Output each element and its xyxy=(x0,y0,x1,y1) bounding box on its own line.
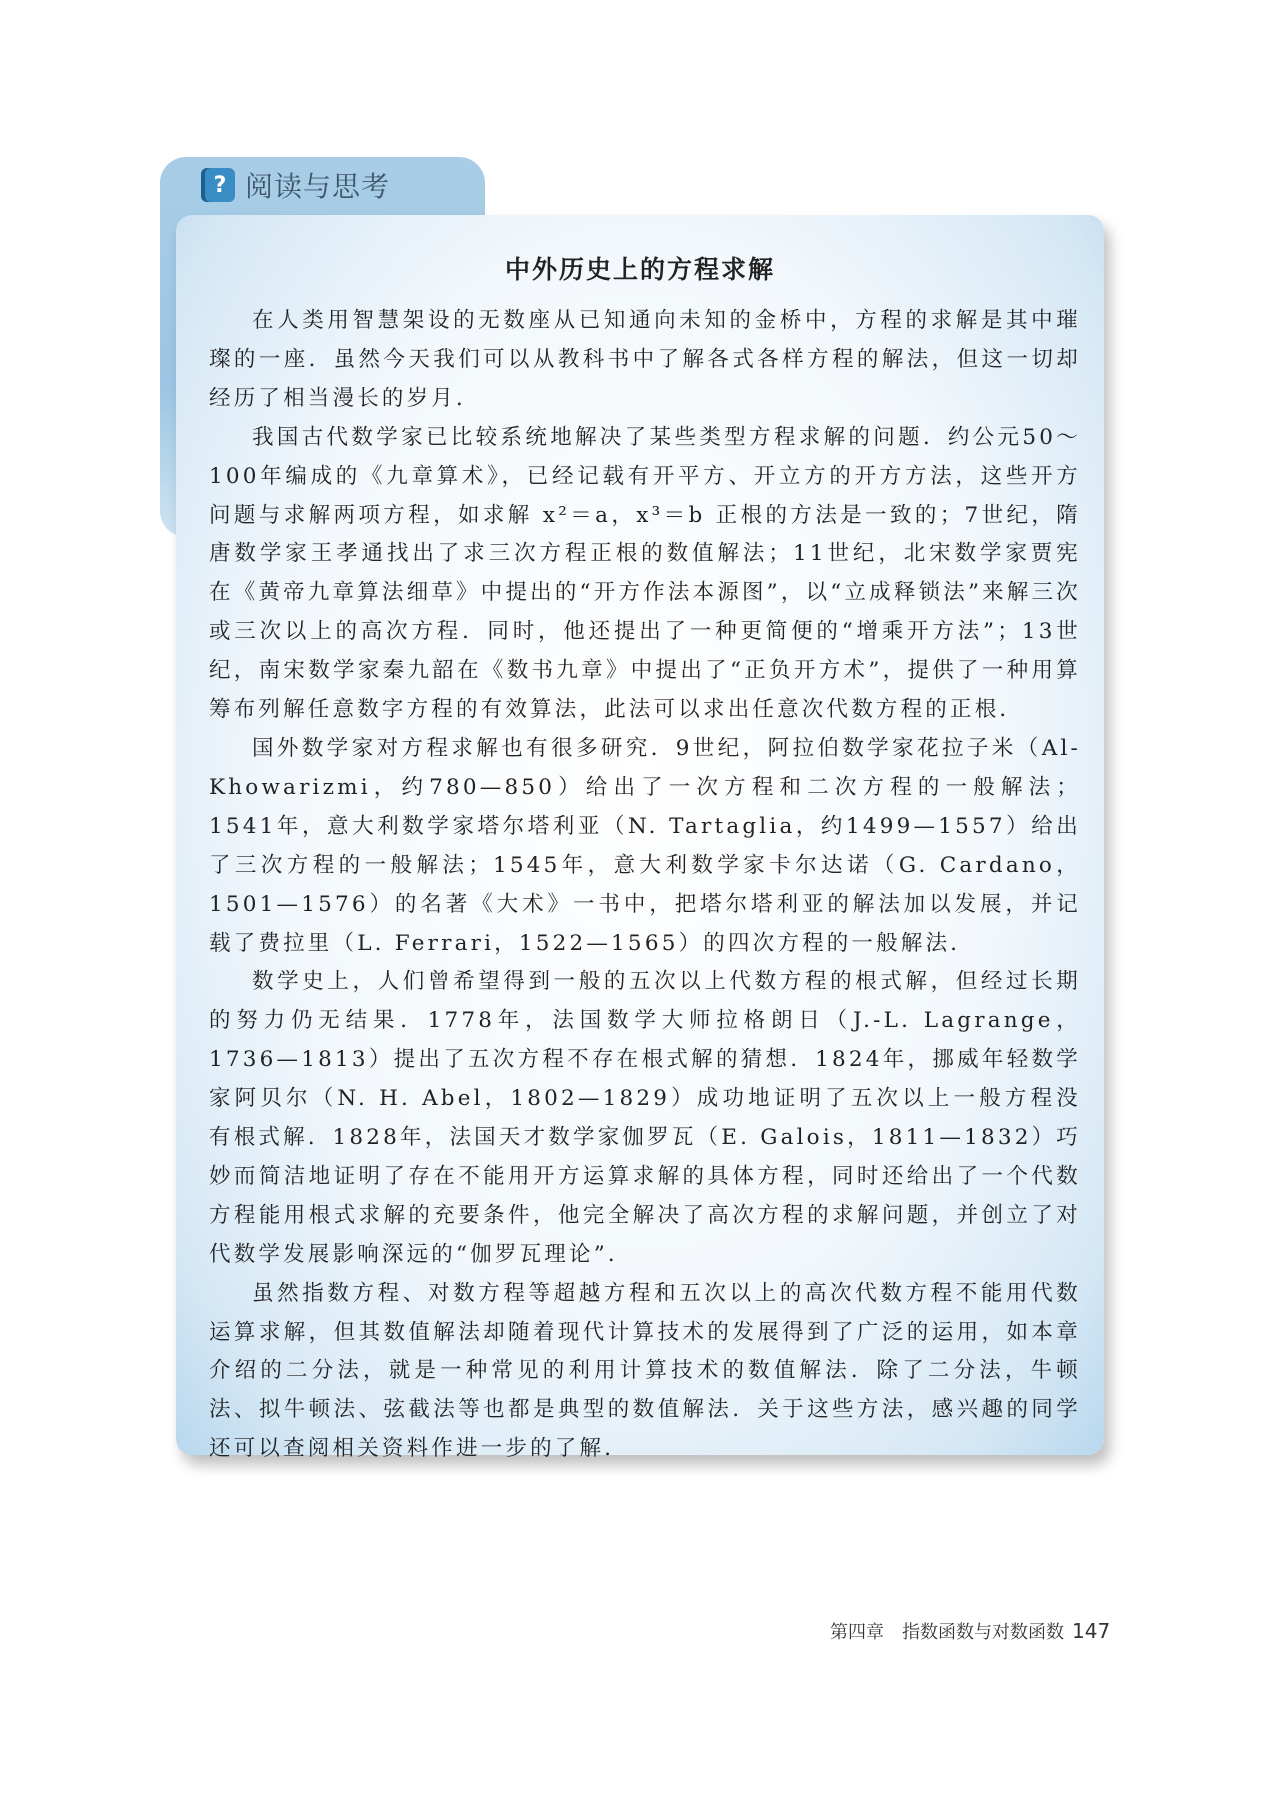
paragraph: 数学史上，人们曾希望得到一般的五次以上代数方程的根式解，但经过长期的努力仍无结果．1778年，法国数学大师拉格朗日（J.-L. Lagrange，1736—1813）提出了五次方程不存在根式解的猜想．1824年，挪威年轻数学家阿贝尔（N. H. Abel，1802—1829）成功地证明了五次以上一般方程没有根式解．1828年，法国天才数学家伽罗瓦（E. Galois，1811—1832）巧妙而简洁地证明了存在不能用开方运算求解的具体方程，同时还给出了一个代数方程能用根式求解的充要条件，他完全解决了高次方程的求解问题，并创立了对代数学发展影响深远的“伽罗瓦理论”． xyxy=(209,969,1081,1267)
paragraph: 国外数学家对方程求解也有很多研究．9世纪，阿拉伯数学家花拉子米（Al-Khowarizmi，约780—850）给出了一次方程和二次方程的一般解法；1541年，意大利数学家塔尔塔利亚（N. Tartaglia，约1499—1557）给出了三次方程的一般解法；1545年，意大利数学家卡尔达诺（G. Cardano，1501—1576）的名著《大术》一书中，把塔尔塔利亚的解法加以发展，并记载了费拉里（L. Ferrari，1522—1565）的四次方程的一般解法． xyxy=(209,735,1081,956)
article-title: 中外历史上的方程求解 xyxy=(504,255,775,284)
article-body xyxy=(209,302,1081,1469)
paragraph: 虽然指数方程、对数方程等超越方程和五次以上的高次代数方程不能用代数运算求解，但其数值解法却随着现代计算技术的发展得到了广泛的运用，如本章介绍的二分法，就是一种常见的利用计算技术的数值解法．除了二分法，牛顿法、拟牛顿法、弦截法等也都是典型的数值解法．关于这些方法，感兴趣的同学还可以查阅相关资料作进一步的了解． xyxy=(209,1280,1081,1462)
section-header xyxy=(205,165,390,205)
paragraph: 在人类用智慧架设的无数座从已知通向未知的金桥中，方程的求解是其中璀璨的一座．虽然今天我们可以从教科书中了解各式各样方程的解法，但这一切却经历了相当漫长的岁月． xyxy=(209,308,1081,411)
page-footer xyxy=(830,1618,1110,1644)
chapter-title: 第四章 指数函数与对数函数 xyxy=(830,1622,1064,1643)
question-book-icon: ? xyxy=(205,168,235,202)
section-label: 阅读与思考 xyxy=(245,170,391,203)
page-number: 147 xyxy=(1072,1619,1111,1643)
paragraph: 我国古代数学家已比较系统地解决了某些类型方程求解的问题．约公元50～100年编成的《九章算术》，已经记载有开平方、开立方的开方方法，这些开方问题与求解两项方程，如求解 x²＝a，x³＝b 正根的方法是一致的；7世纪，隋唐数学家王孝通找出了求三次方程正根的数值解法；11世纪，北宋数学家贾宪在《黄帝九章算法细草》中提出的“开方作法本源图”，以“立成释锁法”来解三次或三次以上的高次方程．同时，他还提出了一种更简便的“增乘开方法”；13世纪，南宋数学家秦九韶在《数书九章》中提出了“正负开方术”，提供了一种用算筹布列解任意数字方程的有效算法，此法可以求出任意次代数方程的正根． xyxy=(209,424,1081,723)
